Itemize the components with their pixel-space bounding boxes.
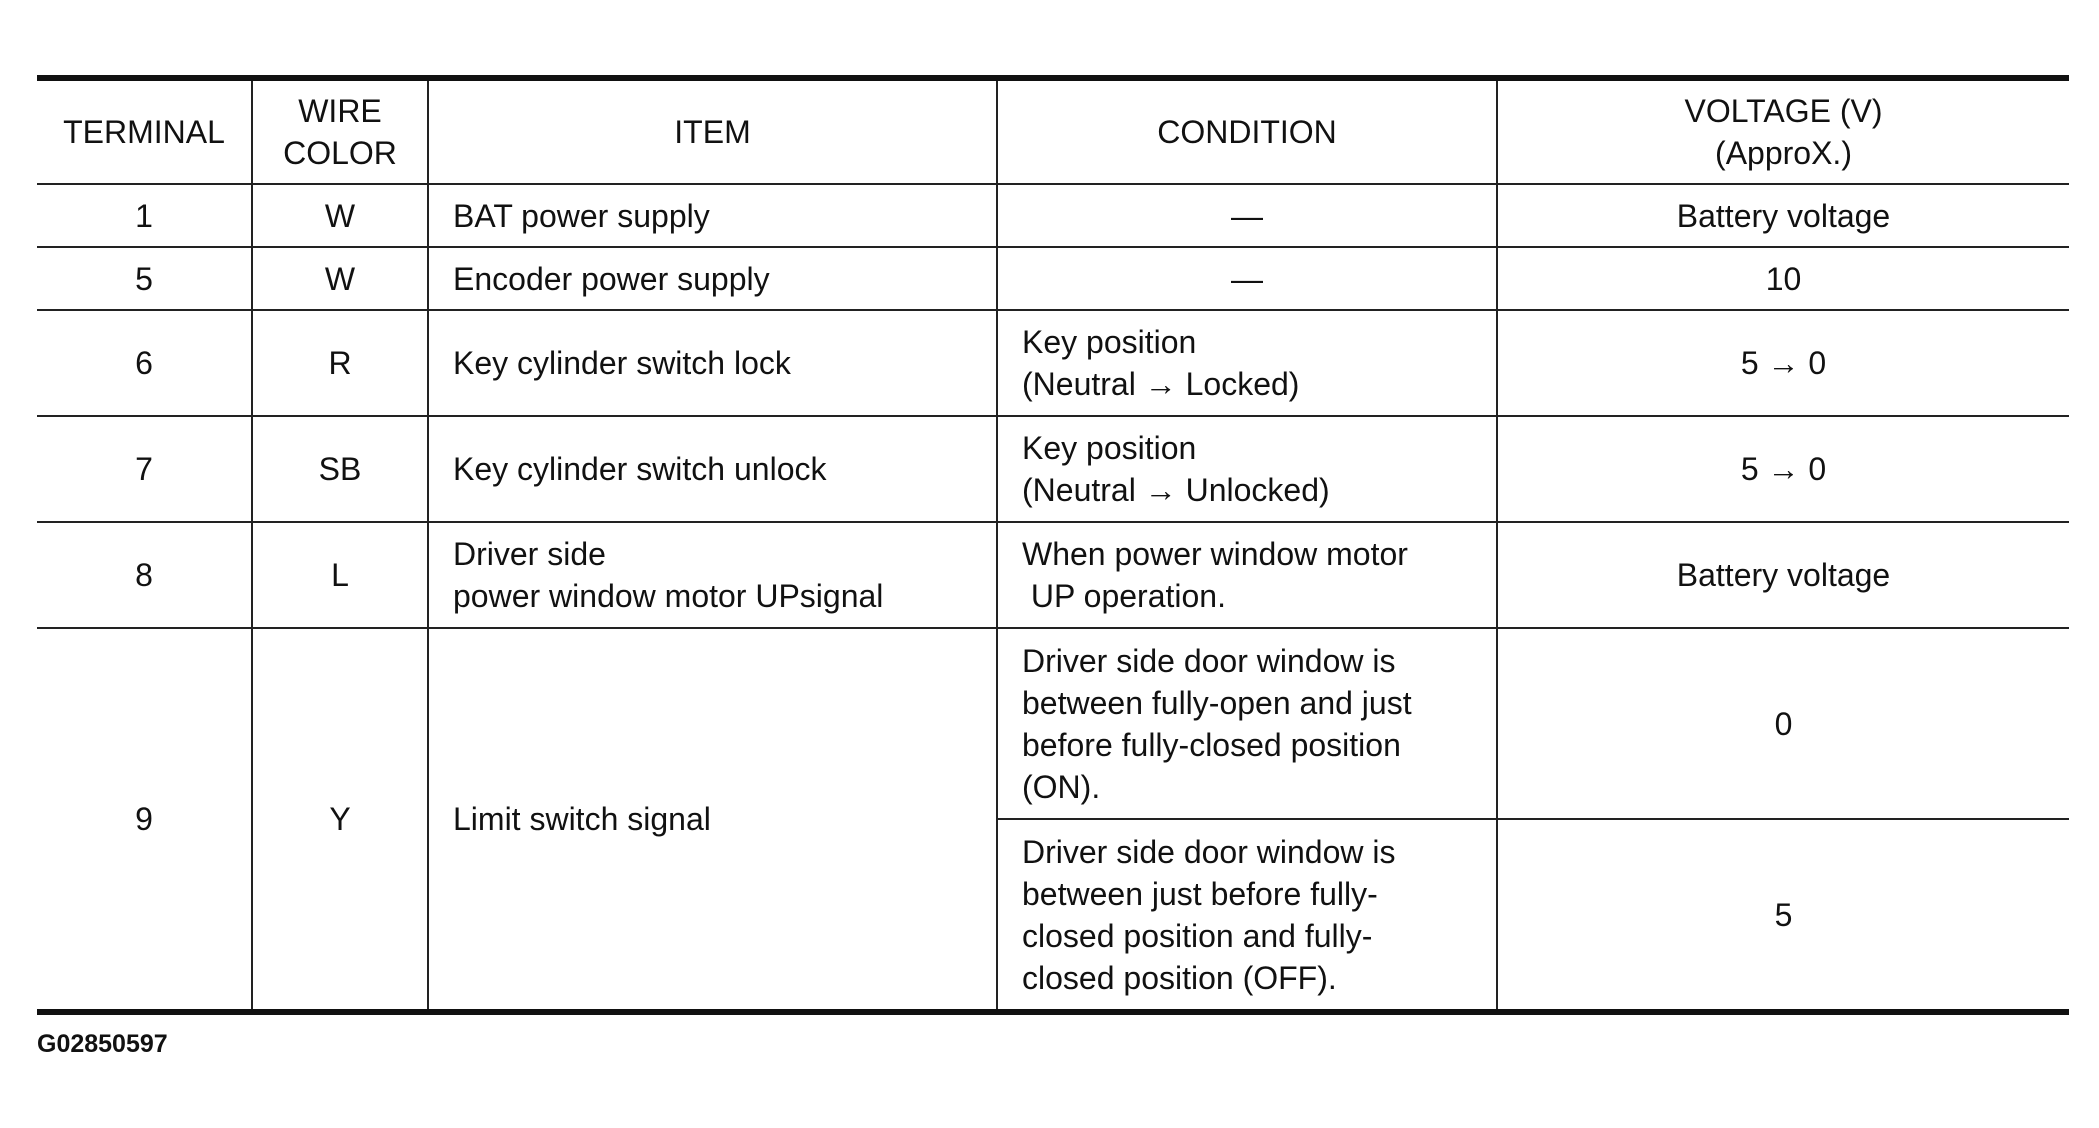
wire-color-cell: W [252, 247, 428, 310]
condition-cell: — [997, 247, 1497, 310]
header-voltage-line: (ApproX.) [1715, 135, 1852, 171]
condition-cell [997, 628, 1497, 819]
table-row [37, 247, 2069, 310]
header-voltage-line: VOLTAGE (V) [1684, 93, 1883, 129]
condition-cell [997, 310, 1497, 416]
header-wire-color-line: COLOR [283, 135, 397, 171]
condition-cell [997, 522, 1497, 628]
wire-color-cell: Y [252, 628, 428, 1012]
condition-cell [997, 819, 1497, 1012]
condition-line: Key position [1022, 430, 1197, 466]
condition-cell: — [997, 184, 1497, 247]
terminal-cell: 5 [37, 247, 252, 310]
condition-line: closed position (OFF). [1022, 959, 1337, 996]
wire-color-cell: W [252, 184, 428, 247]
condition-line: closed position and fully- [1022, 917, 1373, 954]
header-wire-color-line: WIRE [298, 93, 382, 129]
header-wire-color [252, 78, 428, 184]
voltage-cell: 5 → 0 [1497, 416, 2069, 522]
table-row [37, 416, 2069, 522]
condition-line: Key position [1022, 324, 1197, 360]
condition-line: between fully-open and just [1022, 684, 1412, 721]
condition-line: Driver side door window is [1022, 833, 1396, 870]
condition-cell [997, 416, 1497, 522]
item-cell [428, 522, 997, 628]
table-row [37, 310, 2069, 416]
header-item: ITEM [428, 78, 997, 184]
item-cell: Limit switch signal [428, 628, 997, 1012]
condition-line: Driver side door window is [1022, 642, 1396, 679]
terminal-voltage-table [37, 75, 2069, 1015]
terminal-voltage-table-container [37, 75, 2069, 1015]
voltage-cell: 5 → 0 [1497, 310, 2069, 416]
voltage-cell: Battery voltage [1497, 522, 2069, 628]
figure-id: G02850597 [37, 1030, 168, 1058]
voltage-cell: Battery voltage [1497, 184, 2069, 247]
item-cell: Key cylinder switch unlock [428, 416, 997, 522]
condition-line: (Neutral → Unlocked) [1022, 472, 1330, 508]
wire-color-cell: L [252, 522, 428, 628]
item-cell: Encoder power supply [428, 247, 997, 310]
header-condition: CONDITION [997, 78, 1497, 184]
condition-line: When power window motor [1022, 536, 1408, 572]
condition-line: (Neutral → Locked) [1022, 366, 1300, 402]
condition-line: before fully-closed position [1022, 726, 1401, 763]
item-cell: Key cylinder switch lock [428, 310, 997, 416]
wire-color-cell: R [252, 310, 428, 416]
header-terminal: TERMINAL [37, 78, 252, 184]
header-row [37, 78, 2069, 184]
terminal-cell: 8 [37, 522, 252, 628]
voltage-cell: 10 [1497, 247, 2069, 310]
terminal-cell: 1 [37, 184, 252, 247]
condition-line: between just before fully- [1022, 875, 1378, 912]
header-voltage [1497, 78, 2069, 184]
voltage-cell: 0 [1497, 628, 2069, 819]
wire-color-cell: SB [252, 416, 428, 522]
terminal-cell: 9 [37, 628, 252, 1012]
terminal-cell: 6 [37, 310, 252, 416]
item-cell: BAT power supply [428, 184, 997, 247]
item-line: Driver side [453, 536, 606, 572]
item-line: power window motor UPsignal [453, 578, 884, 614]
condition-line: (ON). [1022, 768, 1101, 805]
terminal-cell: 7 [37, 416, 252, 522]
condition-line: UP operation. [1022, 578, 1226, 614]
table-row [37, 522, 2069, 628]
voltage-cell: 5 [1497, 819, 2069, 1012]
table-row [37, 628, 2069, 819]
table-row [37, 184, 2069, 247]
